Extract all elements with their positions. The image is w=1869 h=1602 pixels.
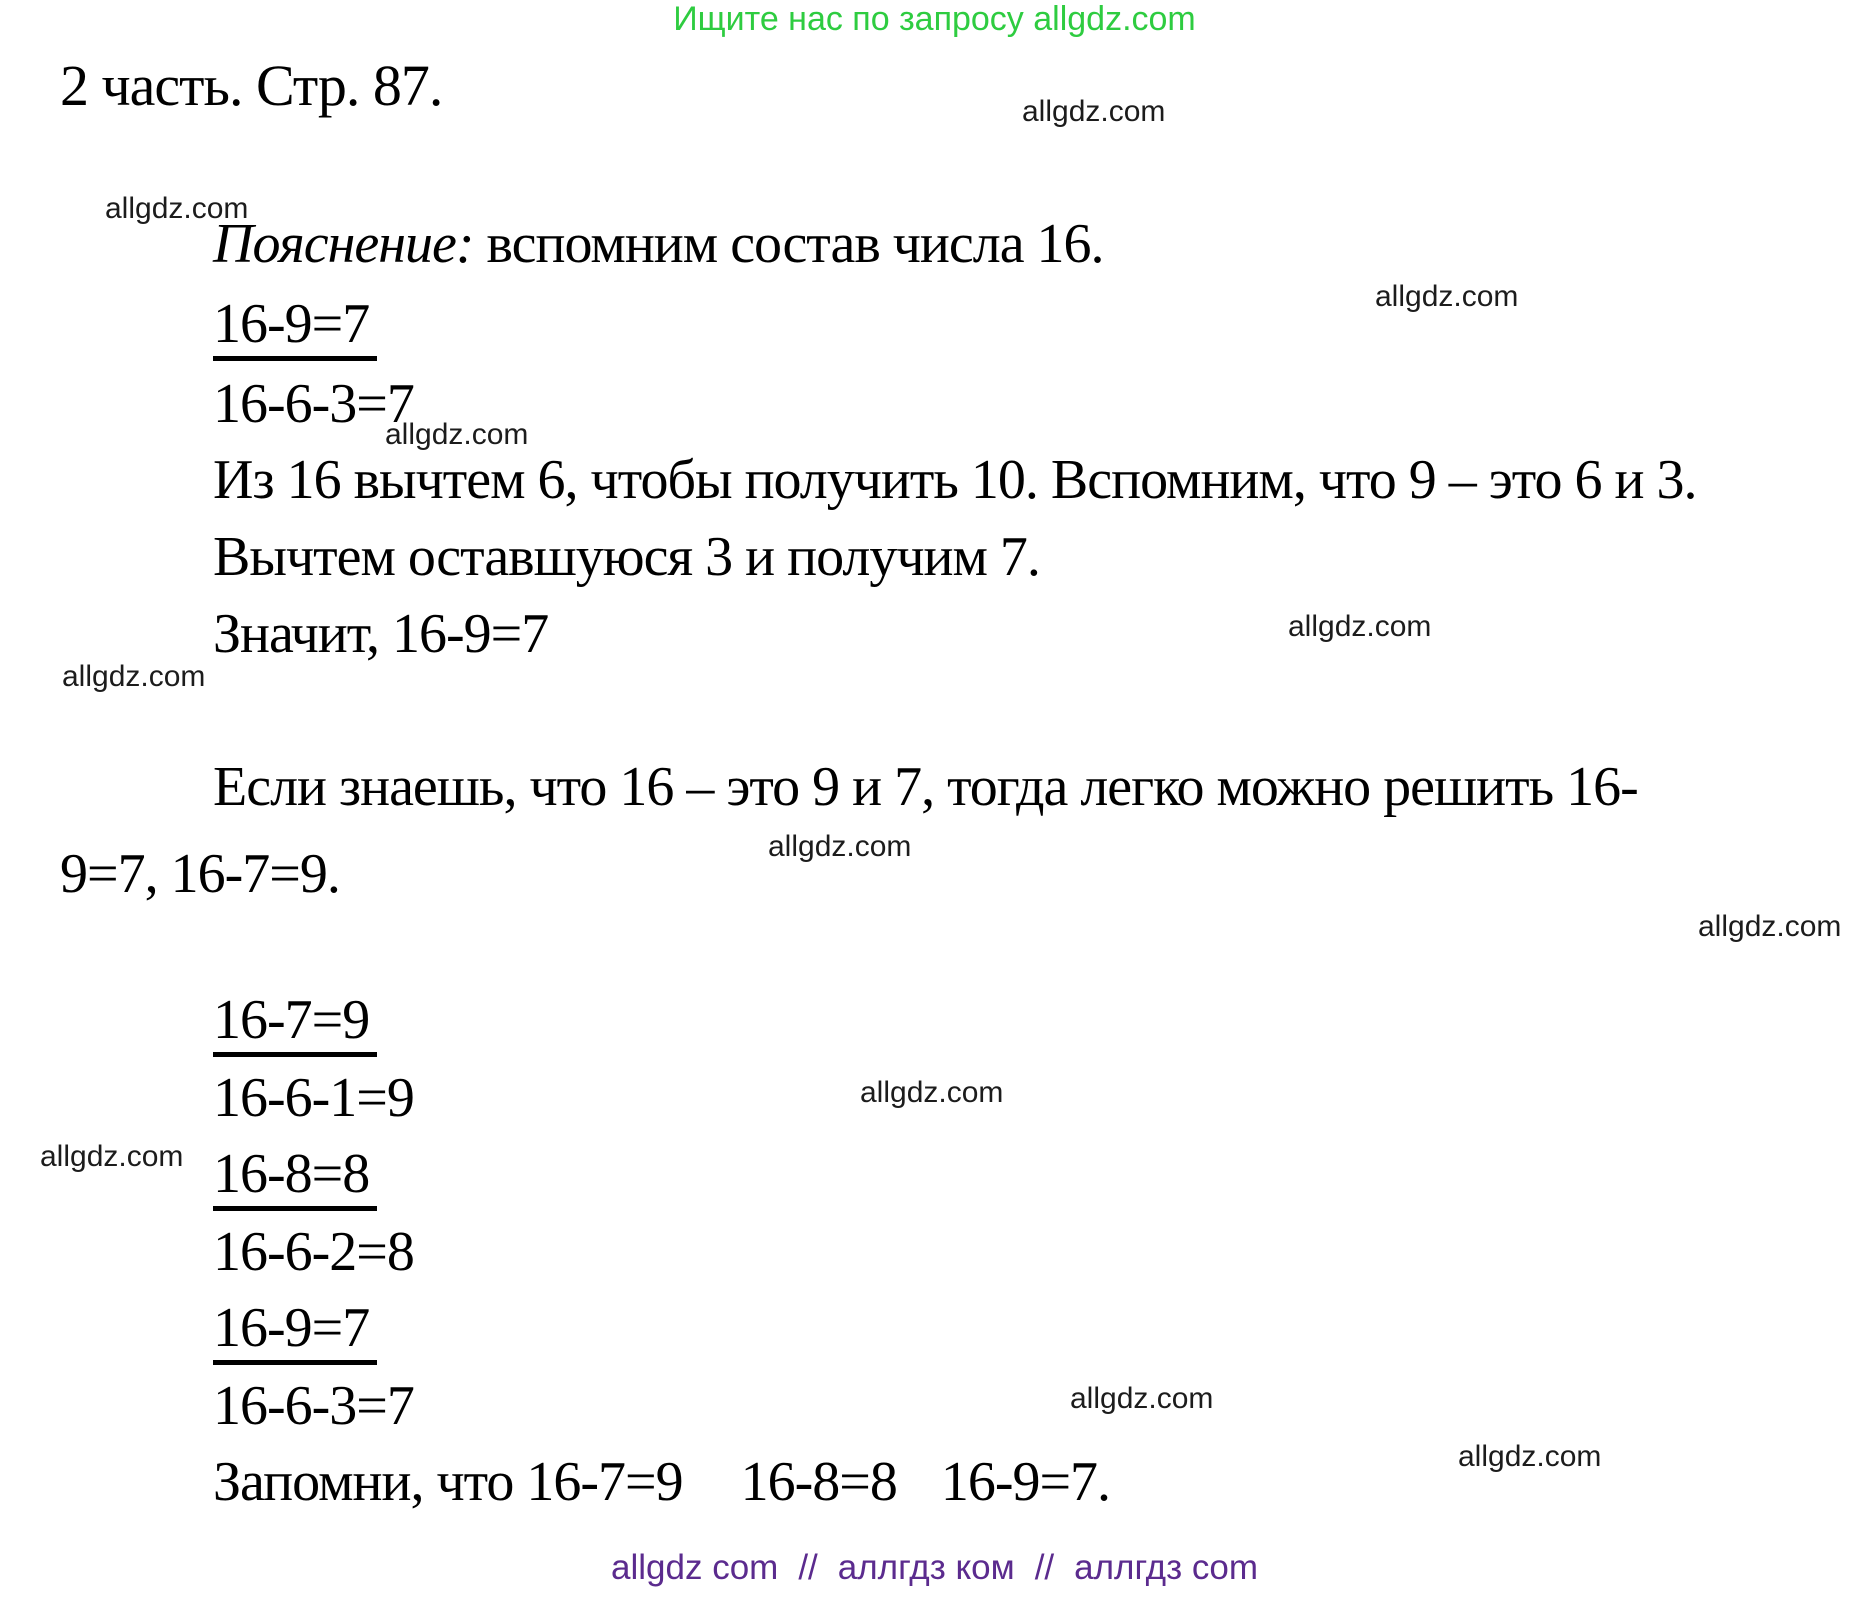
paragraph: Вычтем оставшуюся 3 и получим 7. (213, 526, 1040, 588)
equation-underlined: 16-7=9 (213, 992, 377, 1057)
equation-line (60, 1374, 1849, 1438)
equation: 16-6-3=7 (213, 373, 414, 435)
paragraph: Значит, 16-9=7 (213, 603, 549, 665)
equation-line (60, 1296, 1849, 1365)
watermark: allgdz.com (860, 1076, 1004, 1109)
watermark: allgdz.com (1288, 610, 1432, 643)
equation-underlined: 16-9=7 (213, 1300, 377, 1365)
page-title: 2 часть. Стр. 87. (60, 53, 443, 118)
remember-prefix: Запомни, что (213, 1451, 527, 1513)
remember-equation: 16-9=7. (940, 1451, 1111, 1513)
watermark: allgdz.com (62, 660, 206, 693)
remember-equation: 16-7=9 (526, 1451, 683, 1513)
equation-line (60, 292, 1849, 361)
paragraph-line-2: 9=7, 16-7=9. (60, 843, 340, 905)
explanation-text: вспомним состав числа 16. (473, 213, 1104, 275)
equation-line (60, 372, 1849, 436)
watermark: allgdz.com (105, 192, 249, 225)
explanation-line (60, 212, 1849, 276)
remember-equation: 16-8=8 (740, 1451, 897, 1513)
equation: 16-6-2=8 (213, 1221, 414, 1283)
watermark: allgdz.com (768, 830, 912, 863)
watermark: allgdz.com (1698, 910, 1842, 943)
paragraph-line-1: Если знаешь, что 16 – это 9 и 7, тогда легко можно решить 16- (213, 756, 1638, 818)
footer-part: аллгдз ком (837, 1548, 1015, 1587)
equation-line (60, 1220, 1849, 1284)
promo-banner: Ищите нас по запросу allgdz.com (673, 0, 1196, 38)
watermark: allgdz.com (40, 1140, 184, 1173)
equation-underlined: 16-9=7 (213, 296, 377, 361)
equation-line (60, 1066, 1849, 1130)
footer-part: allgdz com (611, 1548, 779, 1587)
explanation-label: Пояснение: (213, 213, 474, 275)
equation: 16-6-1=9 (213, 1067, 414, 1129)
watermark: allgdz.com (385, 418, 529, 451)
watermark: allgdz.com (1375, 280, 1519, 313)
footer-separator: // (1034, 1548, 1055, 1587)
paragraph: Из 16 вычтем 6, чтобы получить 10. Вспомним, что 9 – это 6 и 3. (213, 449, 1697, 511)
watermark: allgdz.com (1458, 1440, 1602, 1473)
equation-line (60, 1142, 1849, 1211)
equation-line (60, 988, 1849, 1057)
remember-line (60, 1450, 1849, 1514)
watermark: allgdz.com (1070, 1382, 1214, 1415)
footer-part: аллгдз com (1074, 1548, 1258, 1587)
equation: 16-6-3=7 (213, 1375, 414, 1437)
footer-branding (0, 1548, 1869, 1588)
watermark: allgdz.com (1022, 95, 1166, 128)
footer-separator: // (798, 1548, 818, 1587)
equation-underlined: 16-8=8 (213, 1146, 377, 1211)
